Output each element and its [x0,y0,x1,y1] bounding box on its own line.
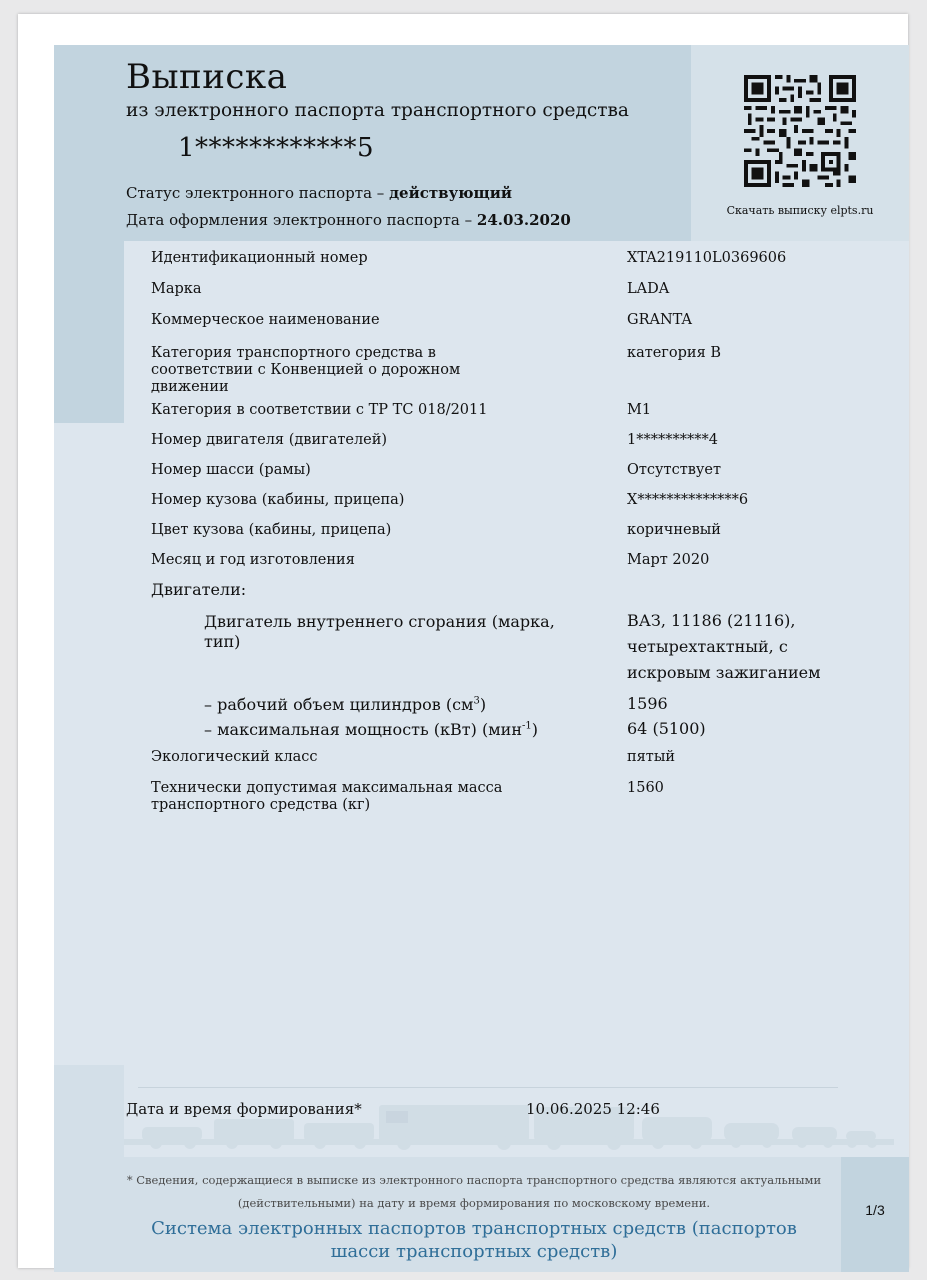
field-label-max-mass: Технически допустимая максимальная масса транспортного средства (кг) [151,780,503,813]
status-value: действующий [389,184,513,202]
engine-type-label: Двигатель внутреннего сгорания (марка, тип) [204,612,555,651]
field-value-body-color: коричневый [627,522,721,538]
issue-date-value: 24.03.2020 [476,211,571,229]
issue-date [126,211,571,229]
field-value-body-number: X**************6 [627,492,749,508]
field-label-body-number: Номер кузова (кабины, прицепа) [151,492,405,508]
cylinder-volume-label: – рабочий объем цилиндров $(см^3)$ [204,695,487,714]
qr-caption: Скачать выписку elpts.ru [726,204,874,217]
max-power-label: – максимальная мощность (кВт) (мин$^{-1}$) [204,720,538,739]
field-label-make: Марка [151,281,202,297]
field-label-eco-class: Экологический класс [151,749,318,765]
field-value-category-tr: M1 [627,402,652,418]
document-title: Выписка [126,57,288,97]
generated-datetime-value: 10.06.2025 12:46 [526,1100,660,1118]
field-value-commercial-name: GRANTA [627,312,693,328]
field-value-max-mass: 1560 [627,780,664,796]
cylinder-volume-value: 1596 [627,694,668,713]
issue-date-label: Дата оформления электронного паспорта – [126,211,477,229]
max-power-value: 64 (5100) [627,719,706,738]
field-label-manufacture-date: Месяц и год изготовления [151,552,355,568]
field-value-manufacture-date: Март 2020 [627,552,710,568]
field-value-vin: XTA219110L0369606 [627,250,787,266]
page-number: 1/3 [865,1202,885,1218]
generated-datetime-label: Дата и время формирования* [126,1100,362,1118]
field-value-eco-class: пятый [627,749,676,765]
field-value-engine-number: 1**********4 [627,432,718,448]
field-label-body-color: Цвет кузова (кабины, прицепа) [151,522,392,538]
system-name: Система электронных паспортов транспортных средств (паспортов шасси транспортных средств) [151,1218,797,1262]
document-sheet [18,14,908,1268]
status-label: Статус электронного паспорта – [126,184,390,202]
qr-code-icon[interactable] [744,75,856,187]
field-label-vin: Идентификационный номер [151,250,368,266]
passport-number: 1************5 [178,133,375,163]
field-value-chassis-number: Отсутствует [627,462,722,478]
field-label-chassis-number: Номер шасси (рамы) [151,462,311,478]
passport-status [126,184,512,202]
footnote: * Сведения, содержащиеся в выписке из электронного паспорта транспортного средства являются актуальными (действительными) на дату и время формирования по московскому времени. [126,1173,822,1210]
engines-heading: Двигатели: [151,580,247,599]
field-label-category-tr: Категория в соответствии с ТР ТС 018/2011 [151,402,488,418]
passport-extract-page [54,45,909,1272]
document-subtitle: из электронного паспорта транспортного средства [126,100,629,121]
engine-type-value: ВАЗ, 11186 (21116), четырехтактный, с искровым зажиганием [627,611,821,682]
field-value-make: LADA [627,281,670,297]
left-decor-strip [54,241,124,423]
field-label-engine-number: Номер двигателя (двигателей) [151,432,388,448]
left-footer-strip [54,1065,124,1157]
field-label-category-convention: Категория транспортного средства в соответствии с Конвенцией о дорожном движении [151,345,461,395]
field-label-commercial-name: Коммерческое наименование [151,312,380,328]
divider [138,1087,838,1088]
field-value-category-convention: категория B [627,345,721,361]
